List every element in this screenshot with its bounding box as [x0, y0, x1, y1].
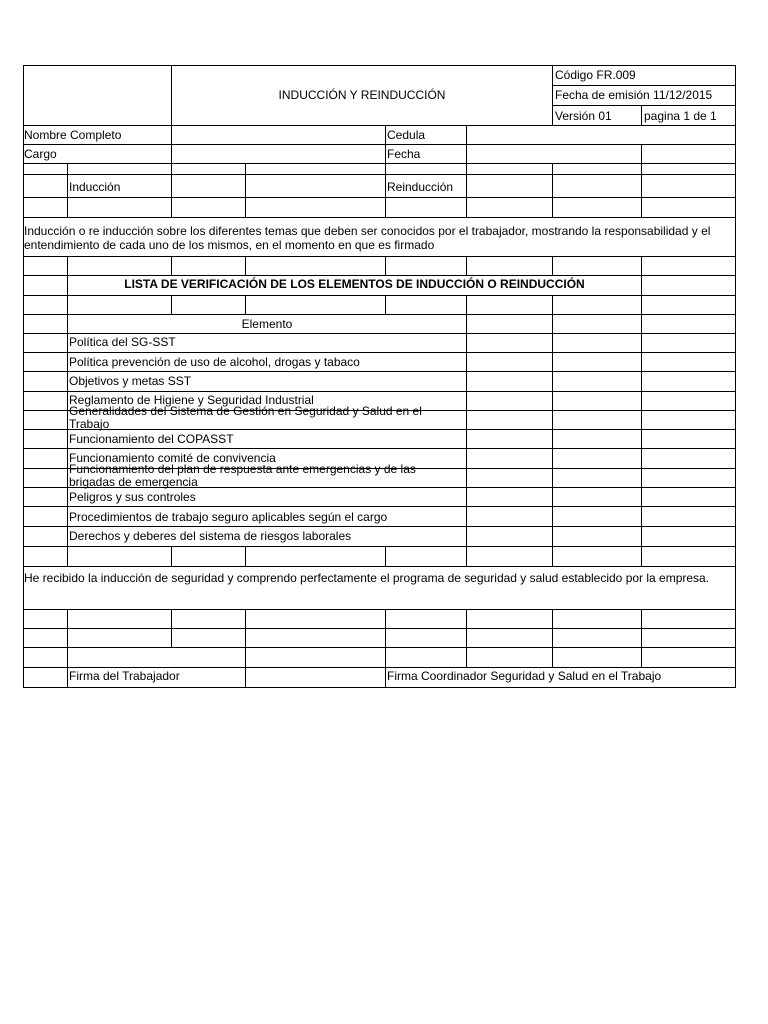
- col-line: [641, 256, 642, 275]
- col-line: [466, 125, 467, 164]
- induction-label: Inducción: [69, 180, 121, 194]
- version: Versión 01: [552, 105, 642, 126]
- checklist-item: Reglamento de Higiene y Seguridad Industrial: [69, 393, 314, 407]
- col-line: [67, 295, 68, 314]
- checklist-item: Objetivos y metas SST: [69, 374, 192, 388]
- row-line: [23, 391, 736, 392]
- col-line: [171, 163, 172, 217]
- checklist-item: Derechos y deberes del sistema de riesgos laborales: [69, 529, 352, 543]
- form-title: INDUCCIÓN Y REINDUCCIÓN: [278, 88, 446, 102]
- col-line: [245, 609, 246, 688]
- row-line: [23, 609, 736, 610]
- element-column-header: Elemento: [241, 317, 293, 331]
- row-line: [23, 163, 736, 164]
- col-line: [641, 546, 642, 566]
- form-code: Código FR.009: [552, 65, 736, 86]
- row-line: [23, 667, 736, 668]
- col-line: [552, 609, 553, 667]
- col-line: [641, 144, 642, 164]
- full-name-label: Nombre Completo: [24, 128, 122, 142]
- col-line: [171, 546, 172, 566]
- row-line: [23, 371, 736, 372]
- form-title-cell: [171, 65, 553, 126]
- row-line: [23, 275, 736, 276]
- logo-cell: [23, 65, 172, 126]
- row-line: [23, 647, 736, 648]
- col-line: [552, 295, 553, 314]
- col-line: [641, 275, 642, 295]
- col-line: [67, 314, 68, 546]
- checklist-item: Política del SG-SST: [69, 335, 176, 349]
- worker-signature-label: Firma del Trabajador: [69, 669, 180, 683]
- row-line: [23, 295, 736, 296]
- col-line: [67, 256, 68, 275]
- position-label: Cargo: [24, 147, 57, 161]
- col-line: [641, 163, 642, 217]
- col-line: [552, 546, 553, 566]
- col-line: [67, 163, 68, 217]
- date-label: Fecha: [387, 147, 421, 161]
- col-line: [385, 295, 386, 314]
- col-line: [245, 163, 246, 217]
- col-line: [385, 256, 386, 275]
- col-line: [641, 609, 642, 667]
- row-line: [23, 217, 736, 218]
- col-line: [245, 546, 246, 566]
- col-line: [385, 163, 386, 217]
- row-line: [23, 174, 736, 175]
- row-line: [23, 506, 736, 507]
- acknowledgement-text: He recibido la inducción de seguridad y comprendo perfectamente el programa de seguridad y salud establecido por la empresa.: [24, 571, 710, 585]
- col-line: [385, 546, 386, 566]
- col-line: [171, 256, 172, 275]
- issue-date: Fecha de emisión 11/12/2015: [552, 85, 736, 106]
- coordinator-signature-label: Firma Coordinador Seguridad y Salud en el Trabajo: [387, 669, 662, 683]
- checklist-item: Política prevención de uso de alcohol, drogas y tabaco: [69, 355, 360, 369]
- page-number: pagina 1 de 1: [641, 105, 736, 126]
- row-line: [23, 526, 736, 527]
- col-line: [552, 163, 553, 217]
- col-line: [171, 295, 172, 314]
- col-line: [466, 546, 467, 566]
- row-line: [23, 333, 736, 334]
- checklist-item: Generalidades del Sistema de Gestión en Seguridad y Salud en el Trabajo: [69, 404, 422, 431]
- row-line: [23, 314, 736, 315]
- row-line: [23, 144, 736, 145]
- col-line: [385, 125, 386, 164]
- row-line: [23, 628, 736, 629]
- col-line: [171, 125, 172, 164]
- col-line: [641, 314, 642, 546]
- checklist-item: Procedimientos de trabajo seguro aplicables según el cargo: [69, 510, 388, 524]
- col-line: [552, 256, 553, 275]
- reinduction-label: Reinducción: [387, 180, 454, 194]
- col-line: [466, 295, 467, 314]
- intro-text: Inducción o re inducción sobre los diferentes temas que deben ser conocidos por el trabajador, mostrando la responsabilidad y el entendimiento de cada uno de los mismos, en el momento en que es firmado: [24, 224, 711, 252]
- id-label: Cedula: [387, 128, 426, 142]
- col-line: [67, 546, 68, 566]
- row-line: [23, 256, 736, 257]
- col-line: [552, 314, 553, 546]
- row-line: [23, 352, 736, 353]
- col-line: [67, 609, 68, 688]
- col-line: [385, 609, 386, 688]
- col-line: [466, 609, 467, 667]
- row-line: [23, 197, 736, 198]
- col-line: [245, 256, 246, 275]
- col-line: [466, 163, 467, 217]
- row-line: [23, 546, 736, 547]
- checklist-item: Funcionamiento comité de convivencia: [69, 451, 276, 465]
- col-line: [641, 295, 642, 314]
- col-line: [245, 295, 246, 314]
- checklist-item: Funcionamiento del COPASST: [69, 432, 234, 446]
- checklist-item: Funcionamiento del plan de respuesta ante emergencias y de las brigadas de emergencia: [69, 462, 416, 489]
- col-line: [466, 256, 467, 275]
- row-line: [23, 566, 736, 567]
- col-line: [171, 609, 172, 648]
- checklist-item: Peligros y sus controles: [69, 490, 196, 504]
- row-line: [23, 448, 736, 449]
- checklist-title: LISTA DE VERIFICACIÓN DE LOS ELEMENTOS DE INDUCCIÓN O REINDUCCIÓN: [124, 277, 585, 291]
- col-line: [466, 314, 467, 546]
